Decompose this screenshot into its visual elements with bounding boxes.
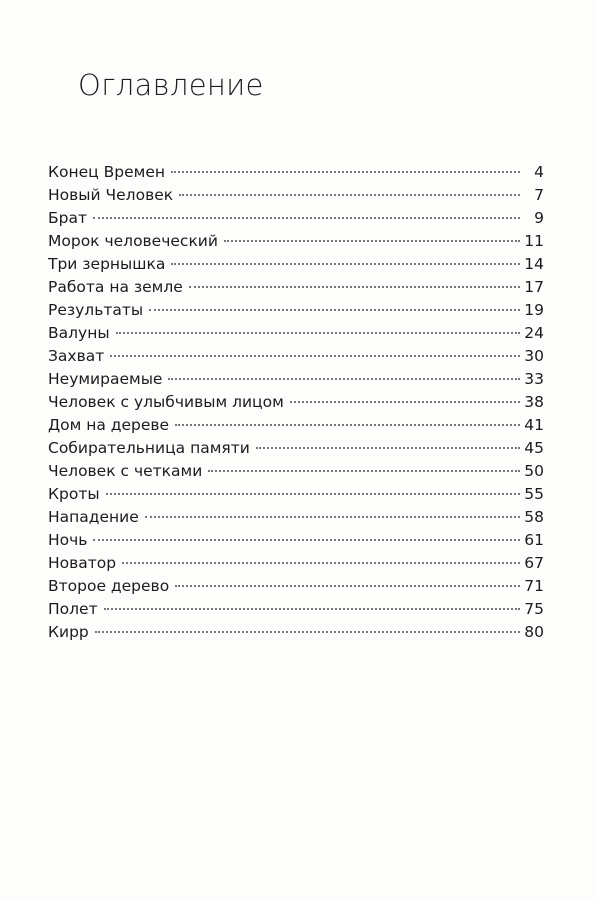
toc-entry <box>48 184 544 207</box>
toc-entry-title: Валуны <box>48 324 110 342</box>
dot-leader <box>171 263 520 265</box>
page-title: Оглавление <box>78 68 264 102</box>
toc-entry <box>48 161 544 184</box>
toc-entry-title: Три зернышка <box>48 255 166 273</box>
dot-leader <box>208 470 520 472</box>
toc-entry-page-number: 55 <box>524 485 544 503</box>
toc-entry-page-number: 17 <box>524 278 544 296</box>
toc-entry-page-number: 19 <box>524 301 544 319</box>
dot-leader <box>179 194 520 196</box>
toc-entry <box>48 460 544 483</box>
dot-leader <box>93 539 520 541</box>
toc-entry <box>48 207 544 230</box>
toc-entry-page-number: 33 <box>524 370 544 388</box>
dot-leader <box>168 378 520 380</box>
toc-entry <box>48 345 544 368</box>
toc-entry <box>48 621 544 644</box>
table-of-contents <box>48 161 544 644</box>
toc-entry <box>48 529 544 552</box>
toc-entry-title: Неумираемые <box>48 370 163 388</box>
toc-entry-title: Брат <box>48 209 87 227</box>
toc-entry-title: Новый Человек <box>48 186 174 204</box>
toc-entry-page-number: 30 <box>524 347 544 365</box>
dot-leader <box>145 516 520 518</box>
dot-leader <box>122 562 520 564</box>
toc-entry-page-number: 71 <box>524 577 544 595</box>
dot-leader <box>104 608 520 610</box>
dot-leader <box>256 447 520 449</box>
dot-leader <box>175 585 520 587</box>
toc-entry-page-number: 80 <box>524 623 544 641</box>
toc-entry <box>48 276 544 299</box>
toc-entry <box>48 552 544 575</box>
toc-entry <box>48 368 544 391</box>
toc-entry-page-number: 4 <box>534 163 544 181</box>
dot-leader <box>290 401 520 403</box>
toc-entry-page-number: 41 <box>524 416 544 434</box>
toc-entry-title: Второе дерево <box>48 577 170 595</box>
toc-entry-title: Ночь <box>48 531 88 549</box>
dot-leader <box>171 171 520 173</box>
toc-entry <box>48 483 544 506</box>
toc-entry-page-number: 11 <box>524 232 544 250</box>
dot-leader <box>110 355 520 357</box>
toc-entry-title: Полет <box>48 600 98 618</box>
toc-entry-page-number: 24 <box>524 324 544 342</box>
toc-entry-title: Человек с улыбчивым лицом <box>48 393 284 411</box>
toc-entry <box>48 322 544 345</box>
toc-entry <box>48 437 544 460</box>
toc-entry-title: Кроты <box>48 485 100 503</box>
dot-leader <box>149 309 520 311</box>
toc-entry <box>48 575 544 598</box>
dot-leader <box>175 424 520 426</box>
toc-entry-title: Результаты <box>48 301 144 319</box>
toc-entry-page-number: 7 <box>534 186 544 204</box>
dot-leader <box>116 332 520 334</box>
toc-entry <box>48 299 544 322</box>
toc-entry-title: Собирательница памяти <box>48 439 250 457</box>
toc-entry <box>48 253 544 276</box>
toc-entry-page-number: 58 <box>524 508 544 526</box>
toc-entry <box>48 506 544 529</box>
toc-entry <box>48 598 544 621</box>
toc-entry-title: Работа на земле <box>48 278 183 296</box>
toc-entry-page-number: 14 <box>524 255 544 273</box>
dot-leader <box>224 240 520 242</box>
toc-entry <box>48 230 544 253</box>
toc-entry-page-number: 75 <box>524 600 544 618</box>
toc-entry-title: Новатор <box>48 554 117 572</box>
toc-entry-title: Морок человеческий <box>48 232 218 250</box>
toc-entry-title: Конец Времен <box>48 163 166 181</box>
toc-entry-title: Кирр <box>48 623 89 641</box>
toc-entry <box>48 391 544 414</box>
toc-entry-page-number: 67 <box>524 554 544 572</box>
dot-leader <box>95 631 520 633</box>
dot-leader <box>106 493 520 495</box>
toc-entry-page-number: 50 <box>524 462 544 480</box>
toc-entry-page-number: 45 <box>524 439 544 457</box>
toc-entry-title: Захват <box>48 347 105 365</box>
toc-entry-page-number: 61 <box>524 531 544 549</box>
dot-leader <box>93 217 520 219</box>
toc-entry-title: Человек с четками <box>48 462 203 480</box>
toc-entry <box>48 414 544 437</box>
toc-entry-page-number: 38 <box>524 393 544 411</box>
toc-entry-title: Нападение <box>48 508 139 526</box>
toc-entry-title: Дом на дереве <box>48 416 170 434</box>
toc-entry-page-number: 9 <box>534 209 544 227</box>
dot-leader <box>189 286 520 288</box>
